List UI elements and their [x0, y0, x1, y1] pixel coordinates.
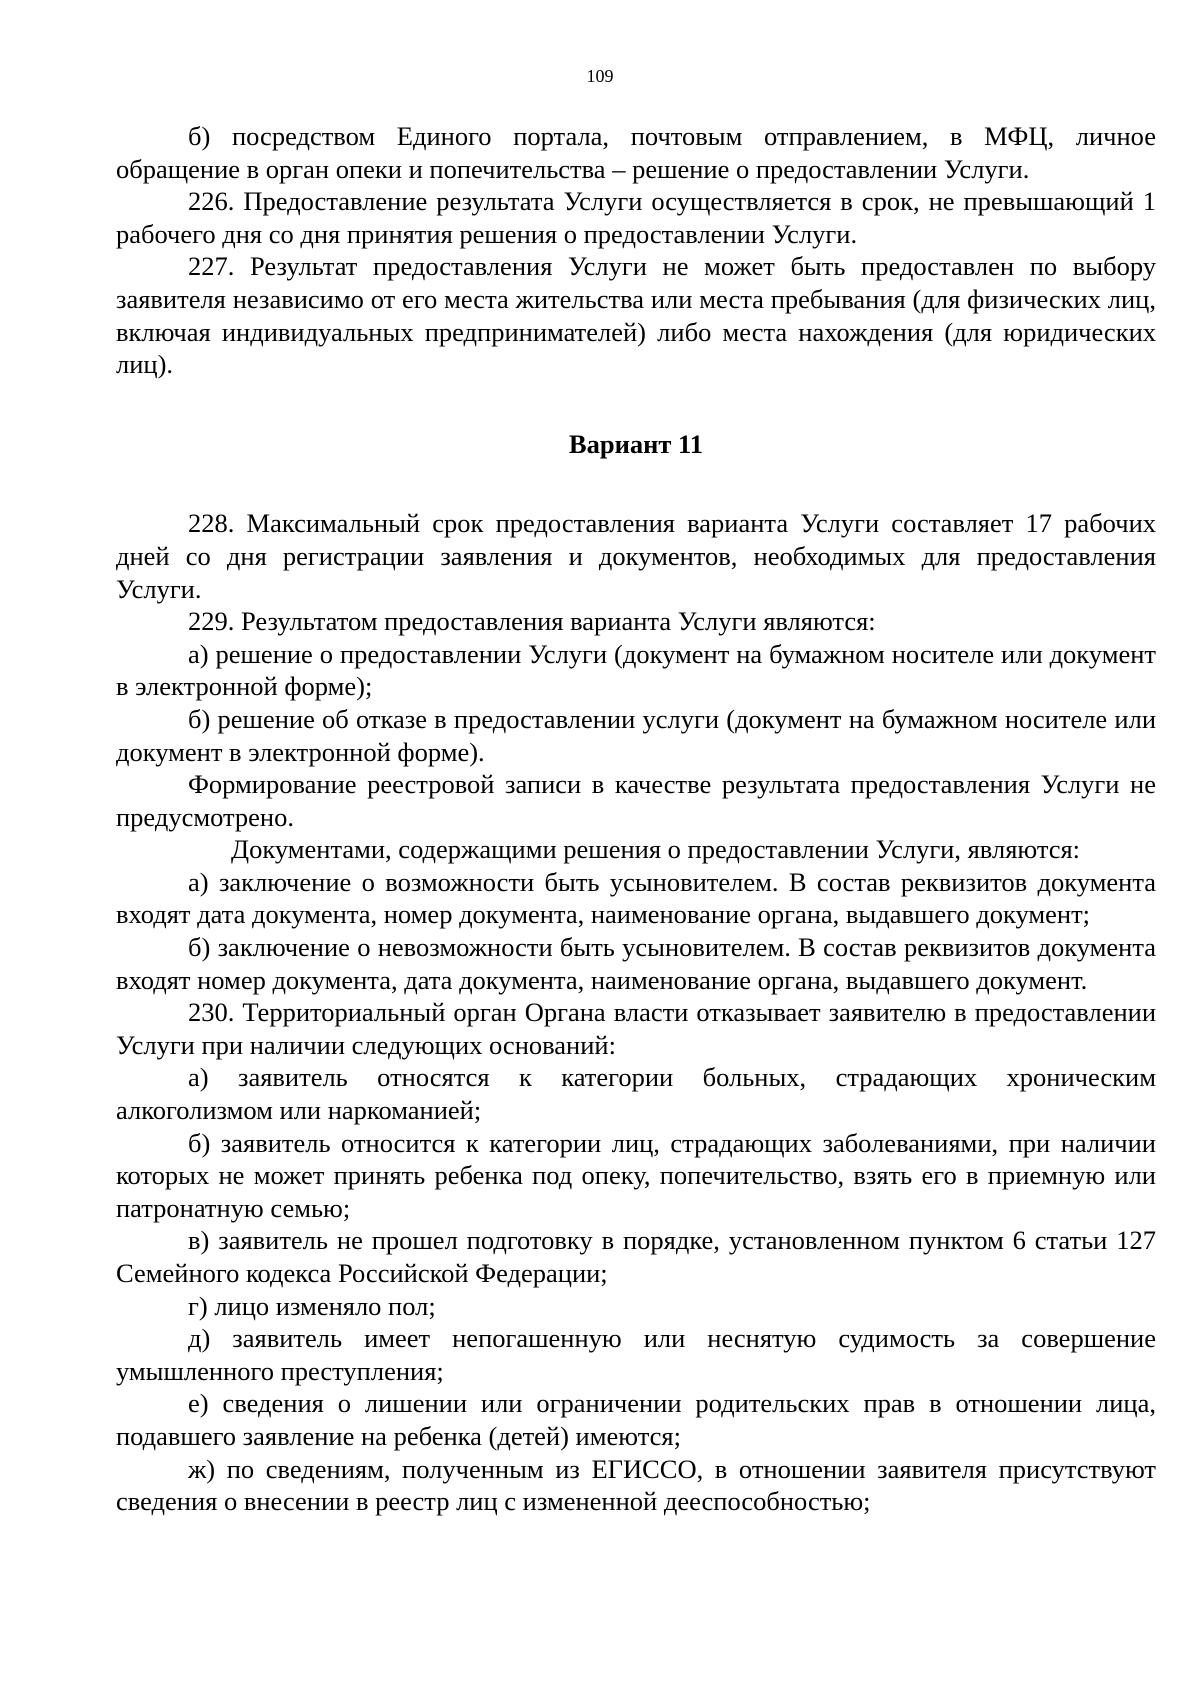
paragraph-documents-intro: Документами, содержащими решения о предоставлении Услуги, являются:	[231, 834, 1081, 865]
page-number: 109	[586, 66, 614, 86]
paragraph-230-g: г) лицо изменяло пол;	[188, 1290, 436, 1321]
paragraph-226: 226. Предоставление результата Услуги осуществляется в срок, не превышающий 1 рабочего дня со дня принятия решения о предоставлении Услуги.	[116, 186, 1156, 249]
paragraph-item-b-delivery: б) посредством Единого портала, почтовым отправлением, в МФЦ, личное обращение в орган опеки и попечительства – решение о предоставлении Услуги.	[116, 121, 1156, 184]
paragraph-228: 228. Максимальный срок предоставления варианта Услуги составляет 17 рабочих дней со дня регистрации заявления и документов, необходимых для предоставления Услуги.	[116, 508, 1156, 604]
section-heading: Вариант 11	[568, 428, 704, 459]
paragraph-230-b: б) заявитель относится к категории лиц, страдающих заболеваниями, при наличии которых не может принять ребенка под опеку, попечительство, взять его в приемную или патронатную семью;	[116, 1127, 1156, 1223]
paragraph-documents-b: б) заключение о невозможности быть усыновителем. В состав реквизитов документа входят номер документа, дата документа, наименование органа, выдавшего документ.	[116, 932, 1156, 995]
document-body	[116, 120, 1156, 1518]
paragraph-227: 227. Результат предоставления Услуги не может быть предоставлен по выбору заявителя независимо от его места жительства или места пребывания (для физических лиц, включая индивидуальных предпринимателей) либо места нахождения (для юридических лиц).	[116, 251, 1156, 380]
paragraph-230: 230. Территориальный орган Органа власти отказывает заявителю в предоставлении Услуги при наличии следующих оснований:	[116, 997, 1156, 1060]
paragraph-230-d: д) заявитель имеет непогашенную или неснятую судимость за совершение умышленного преступления;	[116, 1323, 1156, 1386]
paragraph-230-zh: ж) по сведениям, полученным из ЕГИССО, в отношении заявителя присутствуют сведения о внесении в реестр лиц с измененной дееспособностью;	[116, 1453, 1156, 1517]
paragraph-230-v: в) заявитель не прошел подготовку в порядке, установленном пунктом 6 статьи 127 Семейного кодекса Российской Федерации;	[116, 1225, 1156, 1288]
paragraph-229: 229. Результатом предоставления варианта Услуги являются:	[188, 606, 876, 637]
paragraph-229-a: а) решение о предоставлении Услуги (документ на бумажном носителе или документ в электронной форме);	[116, 638, 1156, 702]
paragraph-230-a: а) заявитель относятся к категории больных, страдающих хроническим алкоголизмом или наркоманией;	[116, 1062, 1156, 1126]
paragraph-229-b: б) решение об отказе в предоставлении услуги (документ на бумажном носителе или документ в электронной форме).	[116, 703, 1156, 767]
paragraph-documents-a: а) заключение о возможности быть усыновителем. В состав реквизитов документа входят дата документа, номер документа, наименование органа, выдавшего документ;	[116, 866, 1156, 930]
paragraph-230-e: е) сведения о лишении или ограничении родительских прав в отношении лица, подавшего заявление на ребенка (детей) имеются;	[116, 1388, 1156, 1451]
paragraph-registry-record: Формирование реестровой записи в качестве результата предоставления Услуги не предусмотрено.	[116, 769, 1156, 832]
